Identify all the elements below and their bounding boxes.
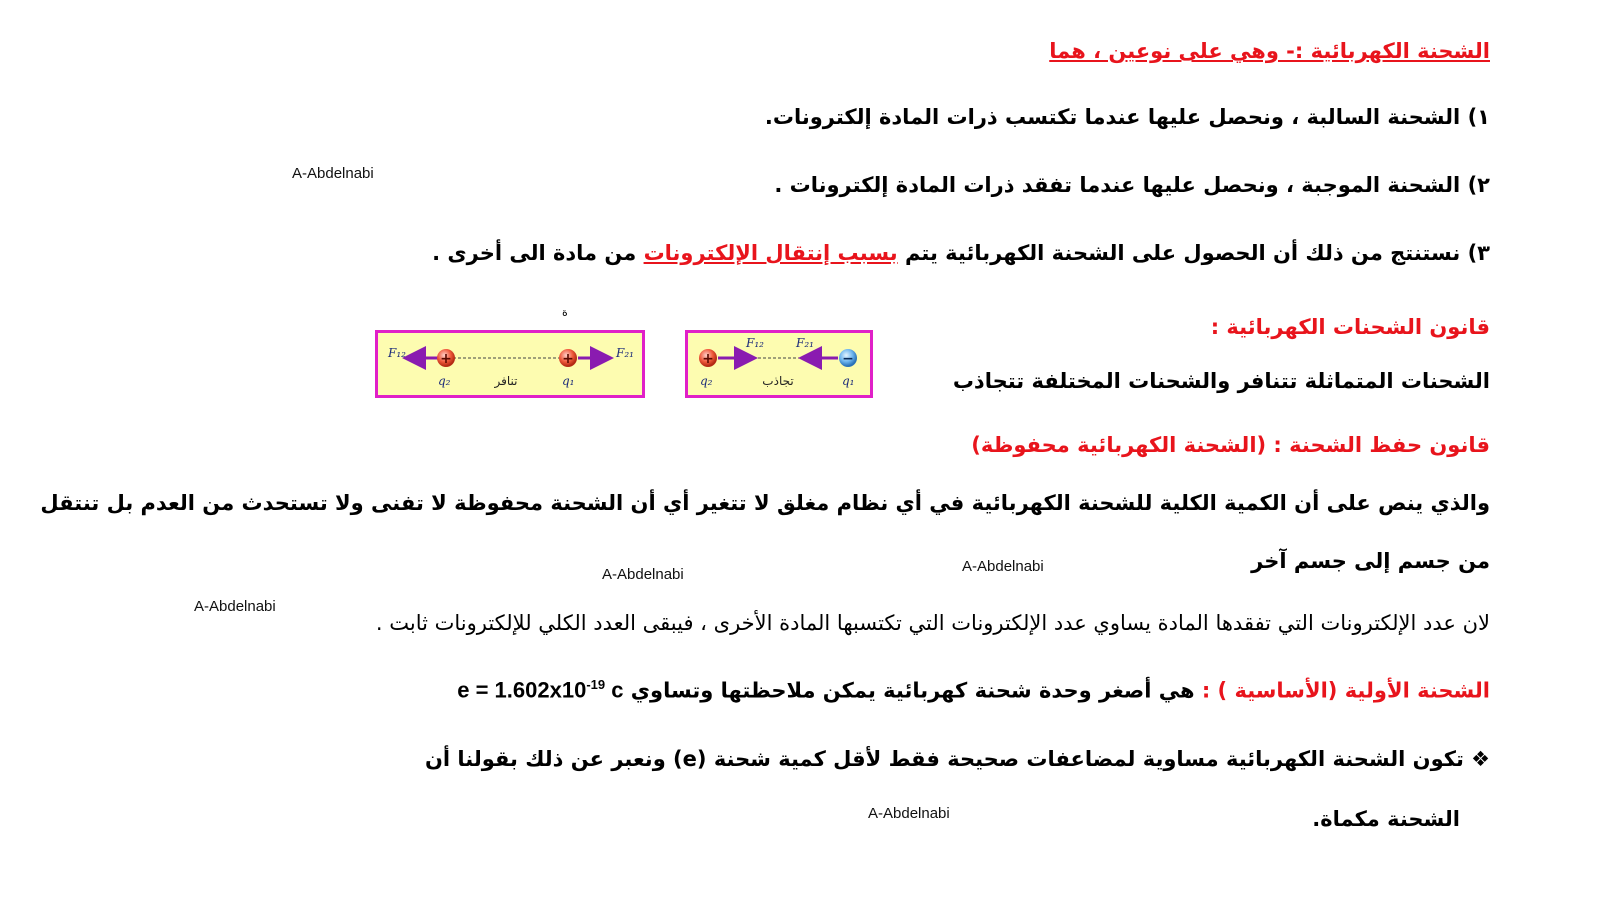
charge-label-right: q₁ <box>842 374 855 388</box>
item-text: الشحنة الموجبة ، ونحصل عليها عندما تفقد ذرات المادة إلكترونات . <box>774 173 1461 197</box>
repulsion-label: تنافر <box>494 374 518 388</box>
conservation-line-1: والذي ينص على أن الكمية الكلية للشحنة الكهربائية في أي نظام مغلق لا تتغير أي أن الشحنة محفوظة لا تفنى ولا تستحدث من العدم بل تنتقل <box>40 491 1490 515</box>
item-highlight: بسبب إنتقال الإلكترونات <box>643 241 898 265</box>
elementary-text: هي أصغر وحدة شحنة كهربائية يمكن ملاحظتها وتساوي <box>630 678 1195 703</box>
force-label-right: F₂₁ <box>616 346 634 360</box>
charge-right-sign: + <box>562 351 574 367</box>
bullet-text-2: الشحنة مكماة. <box>1312 807 1460 831</box>
watermark: A-Abdelnabi <box>292 165 374 182</box>
repulsion-figure <box>375 330 645 398</box>
item-text-end: من مادة الى أخرى . <box>432 241 637 265</box>
charge-label-left: q₂ <box>700 374 713 388</box>
elementary-title: الشحنة الأولية (الأساسية ) : <box>1201 678 1490 703</box>
conservation-title: قانون حفظ الشحنة : (الشحنة الكهربائية محفوظة) <box>971 433 1490 457</box>
item-negative-charge <box>765 102 1490 132</box>
item-text: الشحنة السالبة ، ونحصل عليها عندما تكتسب ذرات المادة إلكترونات. <box>764 105 1461 129</box>
law-charges-statement: الشحنات المتماثلة تتنافر والشحنات المختلفة تتجاذب <box>952 369 1490 393</box>
diamond-bullet-icon: ❖ <box>1471 747 1490 771</box>
section-title: الشحنة الكهربائية :- وهي على نوعين ، هما <box>1049 39 1490 63</box>
watermark: A-Abdelnabi <box>194 598 276 615</box>
attraction-label: تجاذب <box>762 374 794 388</box>
force-label-left: F₁₂ <box>746 336 764 350</box>
quantization-bullet <box>425 744 1490 774</box>
elementary-equation: $e = 1.602x10^{-19}$ c <box>457 677 624 703</box>
watermark: A-Abdelnabi <box>868 805 950 822</box>
item-text: نستنتج من ذلك أن الحصول على الشحنة الكهربائية يتم <box>904 241 1461 265</box>
bullet-text-1: تكون الشحنة الكهربائية مساوية لمضاعفات صحيحة فقط لأقل كمية شحنة (e) ونعبر عن ذلك بقولنا أن <box>424 747 1464 771</box>
item-number: ١) <box>1467 105 1490 129</box>
stray-mark: ة <box>562 306 568 319</box>
conservation-line-2: من جسم إلى جسم آخر <box>1251 549 1490 573</box>
item-number: ٣) <box>1467 241 1490 265</box>
conservation-reason: لان عدد الإلكترونات التي تفقدها المادة يساوي عدد الإلكترونات التي تكتسبها المادة الأخرى ، فيبقى العدد الكلي للإلكترونات ثابت . <box>375 611 1490 635</box>
item-positive-charge <box>774 170 1490 200</box>
charge-label-left: q₂ <box>438 374 451 388</box>
charge-right-sign: − <box>842 351 854 367</box>
item-number: ٢) <box>1467 173 1490 197</box>
item-conclusion <box>432 238 1490 268</box>
law-charges-title: قانون الشحنات الكهربائية : <box>1210 315 1490 339</box>
elementary-charge <box>457 670 1490 705</box>
charge-left-sign: + <box>440 351 452 367</box>
watermark: A-Abdelnabi <box>962 558 1044 575</box>
charge-left-sign: + <box>702 351 714 367</box>
charge-label-right: q₁ <box>562 374 575 388</box>
attraction-figure <box>685 330 873 398</box>
force-label-right: F₂₁ <box>796 336 814 350</box>
watermark: A-Abdelnabi <box>602 566 684 583</box>
force-label-left: F₁₂ <box>388 346 406 360</box>
